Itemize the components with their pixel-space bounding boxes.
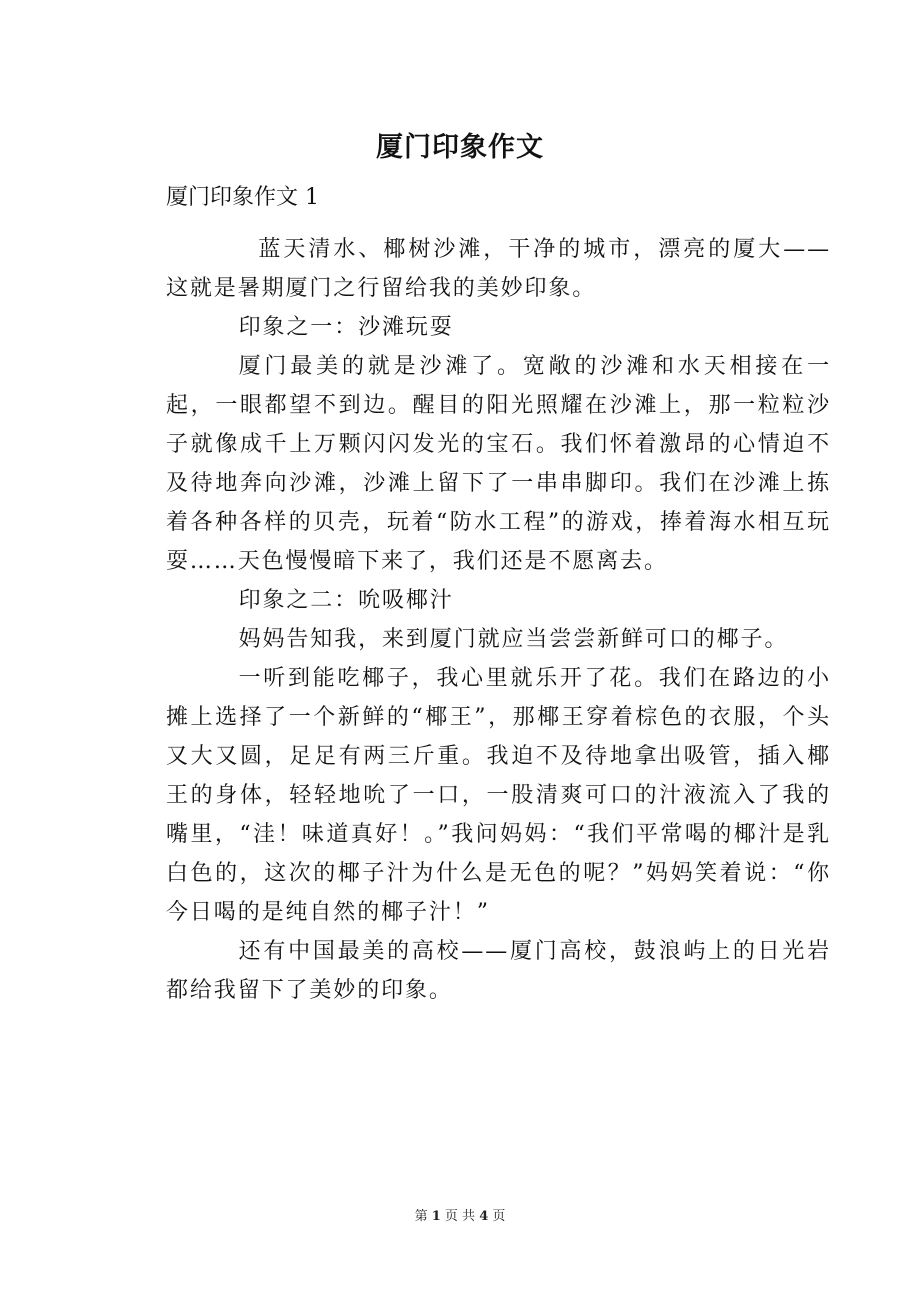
paragraph-intro: 蓝天清水、椰树沙滩，干净的城市，漂亮的厦大——这就是暑期厦门之行留给我的美妙印象。 [166, 237, 831, 301]
section-heading-beach: 印象之一：沙滩玩耍 [238, 315, 454, 340]
document-body [166, 230, 831, 1010]
paragraph-mother-advice: 妈妈告知我，来到厦门就应当尝尝新鲜可口的椰子。 [238, 627, 789, 652]
footer-page-number: 1 [431, 1209, 441, 1224]
paragraph-conclusion: 还有中国最美的高校——厦门高校，鼓浪屿上的日光岩都给我留下了美妙的印象。 [166, 939, 831, 1003]
footer-suffix: 页 [492, 1209, 506, 1224]
section-subtitle: 厦门印象作文 1 [166, 185, 319, 210]
document-title: 厦门印象作文 [376, 132, 544, 163]
footer-total-pages: 4 [479, 1209, 489, 1224]
paragraph-coconut: 一听到能吃椰子，我心里就乐开了花。我们在路边的小摊上选择了一个新鲜的“椰王”，那椰王穿着棕色的衣服，个头又大又圆，足足有两三斤重。我迫不及待地拿出吸管，插入椰王的身体，轻轻地吮了一口，一股清爽可口的汁液流入了我的嘴里，“洼！味道真好！。”我问妈妈：“我们平常喝的椰汁是乳白色的，这次的椰子汁为什么是无色的呢？”妈妈笑着说：“你今日喝的是纯自然的椰子汁！” [166, 666, 831, 925]
footer-middle: 页 共 [444, 1209, 476, 1224]
paragraph-beach: 厦门最美的就是沙滩了。宽敞的沙滩和水天相接在一起，一眼都望不到边。醒目的阳光照耀在沙滩上，那一粒粒沙子就像成千上万颗闪闪发光的宝石。我们怀着激昂的心情迫不及待地奔向沙滩，沙滩上留下了一串串脚印。我们在沙滩上拣着各种各样的贝壳，玩着“防水工程”的游戏，捧着海水相互玩耍……天色慢慢暗下来了，我们还是不愿离去。 [166, 354, 831, 574]
section-heading-coconut: 印象之二：吮吸椰汁 [238, 588, 454, 613]
page-footer [0, 1207, 920, 1227]
footer-prefix: 第 [414, 1209, 428, 1224]
